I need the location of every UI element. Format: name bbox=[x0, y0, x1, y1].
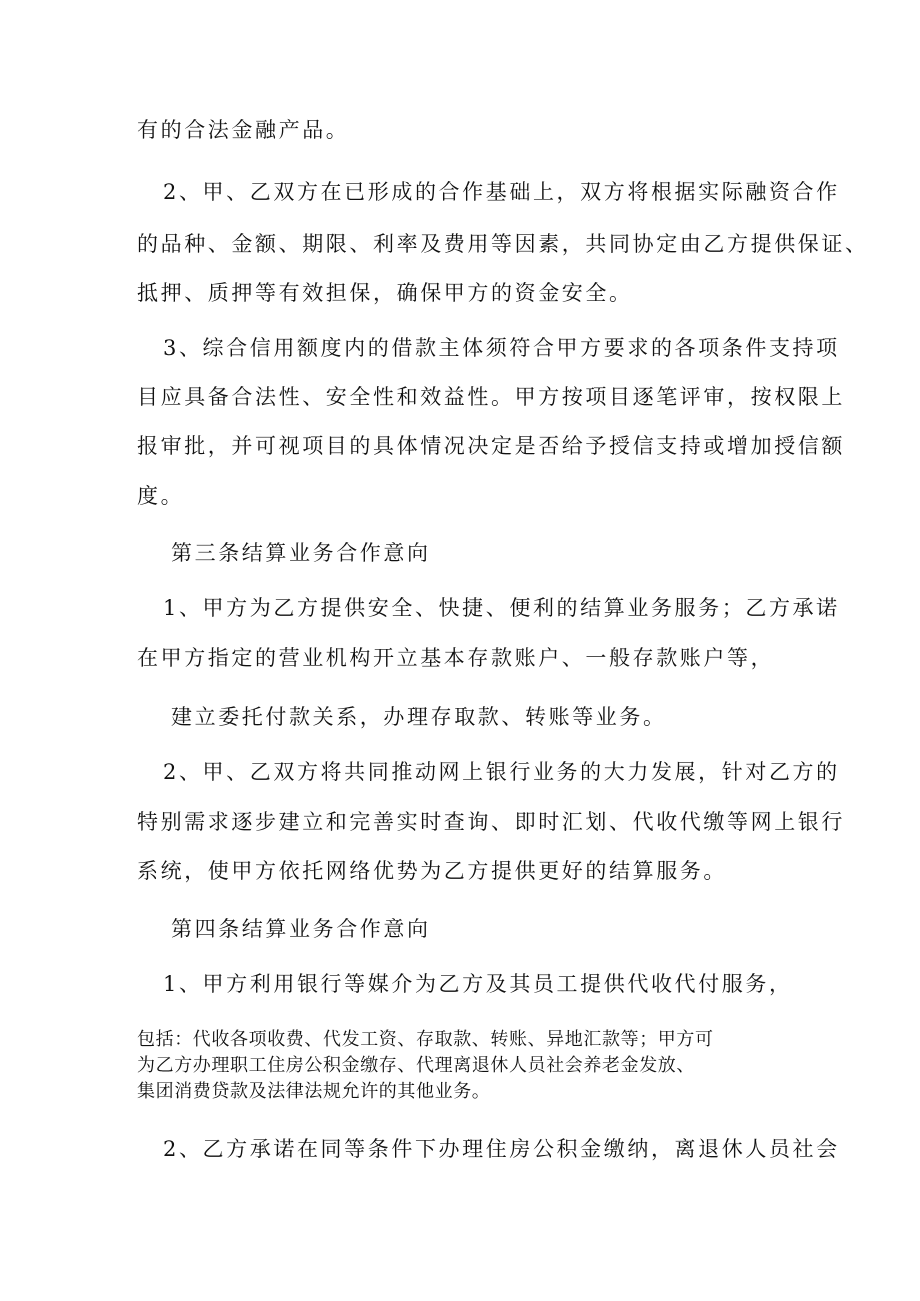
paragraph-line: 度。 bbox=[137, 484, 185, 508]
paragraph-line: 的品种、金额、期限、利率及费用等因素，共同协定由乙方提供保证、 bbox=[137, 232, 869, 256]
paragraph-line: 目应具备合法性、安全性和效益性。甲方按项目逐笔评审，按权限上 bbox=[137, 385, 845, 409]
paragraph-line: 为乙方办理职工住房公积金缴存、代理离退休人员社会养老金发放、 bbox=[137, 1055, 695, 1076]
paragraph-line: 在甲方指定的营业机构开立基本存款账户、一般存款账户等， bbox=[137, 646, 775, 670]
text-line: 有的合法金融产品。 bbox=[137, 118, 350, 142]
paragraph-line: 特别需求逐步建立和完善实时查询、即时汇划、代收代缴等网上银行 bbox=[137, 810, 845, 834]
paragraph-line: 2、甲、乙双方在已形成的合作基础上，双方将根据实际融资合作 bbox=[163, 180, 840, 204]
paragraph-line: 3、综合信用额度内的借款主体须符合甲方要求的各项条件支持项 bbox=[163, 336, 840, 360]
paragraph-line: 2、甲、乙双方将共同推动网上银行业务的大力发展，针对乙方的 bbox=[163, 760, 840, 784]
section-heading: 第三条结算业务合作意向 bbox=[171, 541, 431, 565]
paragraph-line: 系统，使甲方依托网络优势为乙方提供更好的结算服务。 bbox=[137, 859, 727, 883]
section-heading: 第四条结算业务合作意向 bbox=[171, 917, 431, 941]
paragraph-line: 1、甲方利用银行等媒介为乙方及其员工提供代收代付服务， bbox=[163, 972, 793, 996]
paragraph-line: 包括：代收各项收费、代发工资、存取款、转账、异地汇款等；甲方可 bbox=[137, 1029, 714, 1050]
paragraph-line: 报审批，并可视项目的具体情况决定是否给予授信支持或增加授信额 bbox=[137, 434, 845, 458]
paragraph-line: 1、甲方为乙方提供安全、快捷、便利的结算业务服务；乙方承诺 bbox=[163, 596, 840, 620]
paragraph-line: 建立委托付款关系，办理存取款、转账等业务。 bbox=[171, 705, 667, 729]
paragraph-line: 抵押、质押等有效担保，确保甲方的资金安全。 bbox=[137, 281, 633, 305]
paragraph-line: 2、乙方承诺在同等条件下办理住房公积金缴纳，离退休人员社会 bbox=[163, 1137, 840, 1161]
paragraph-line: 集团消费贷款及法律法规允许的其他业务。 bbox=[137, 1081, 491, 1102]
